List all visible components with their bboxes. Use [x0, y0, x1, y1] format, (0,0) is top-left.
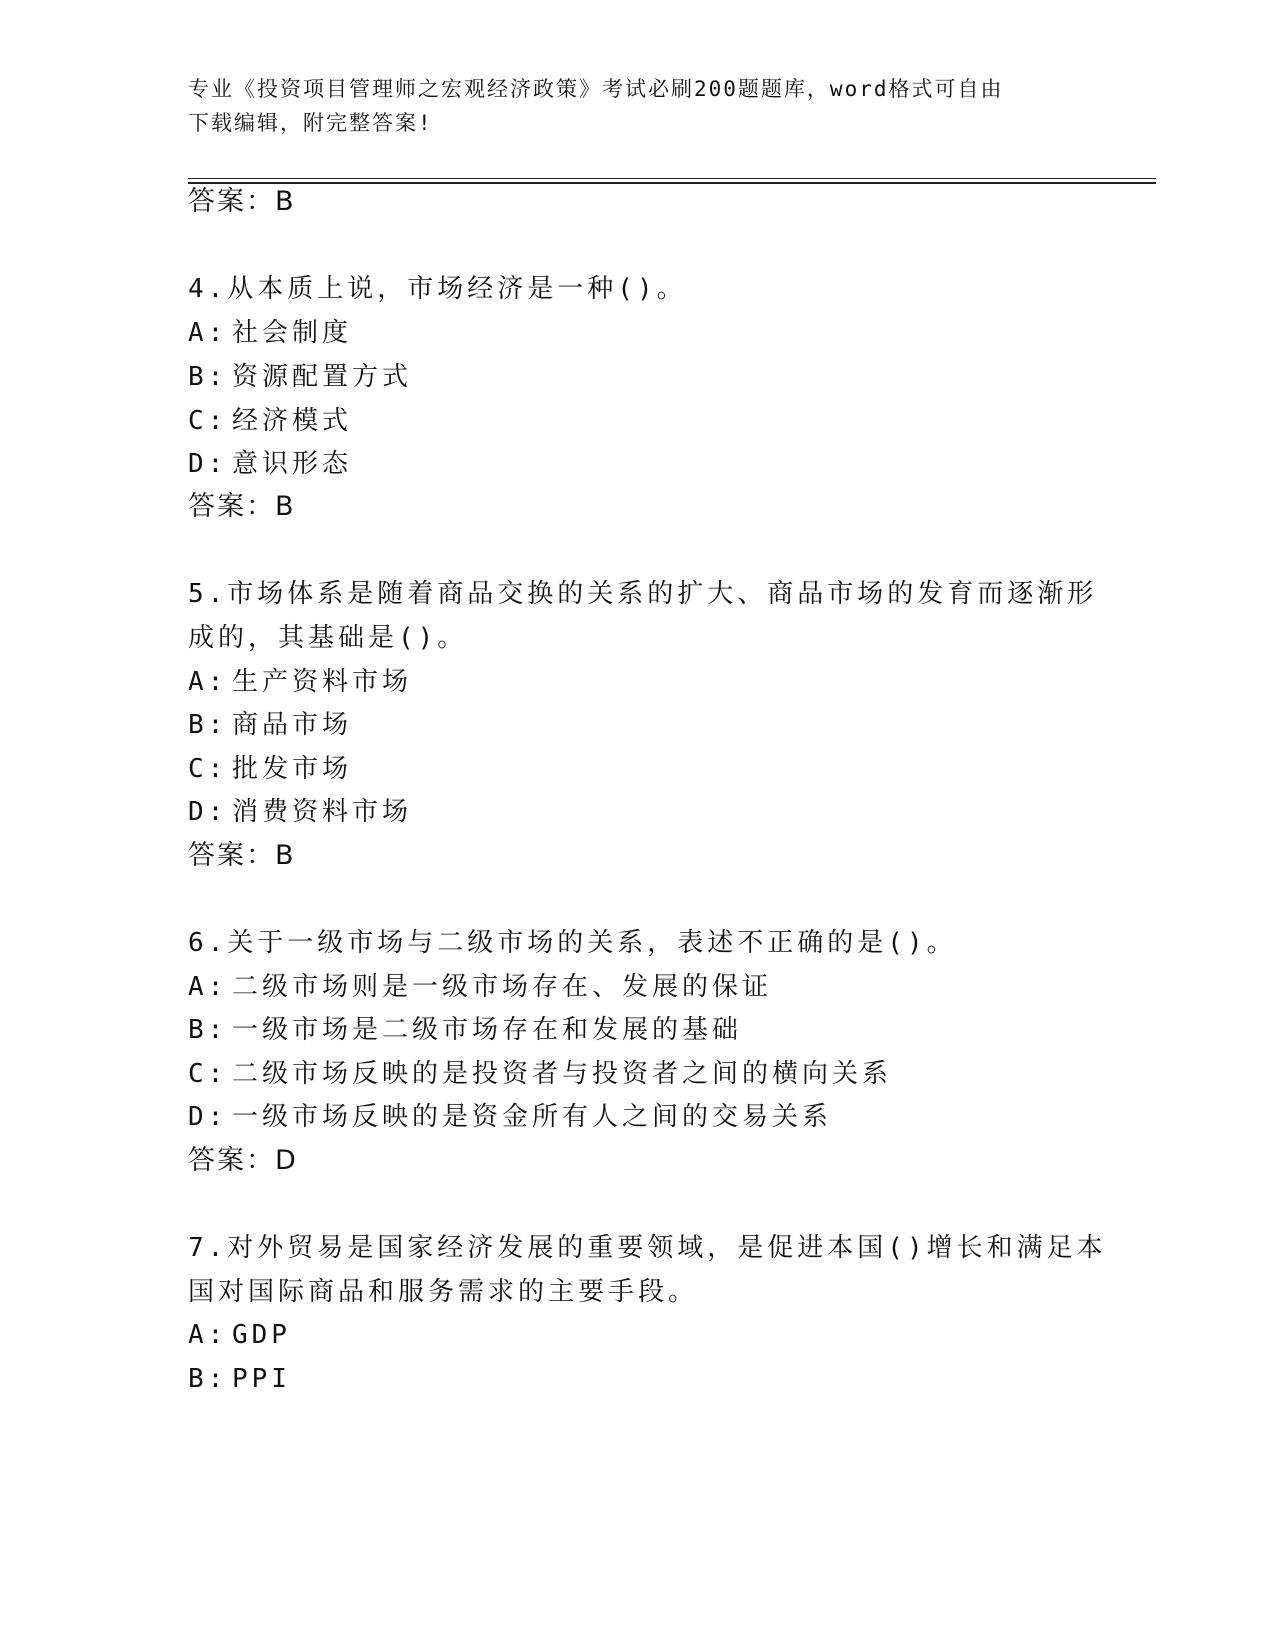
option-text: 二级市场反映的是投资者与投资者之间的横向关系 [232, 1059, 893, 1089]
option-text: 商品市场 [232, 710, 353, 740]
option-label: A: [188, 1320, 228, 1350]
option-label: C: [188, 406, 228, 436]
option-label: B: [188, 1015, 228, 1045]
question-4-option-b [188, 361, 412, 393]
header-title-line-2: 下载编辑，附完整答案! [188, 111, 433, 135]
document-header [188, 72, 1068, 140]
option-text: 社会制度 [232, 318, 353, 348]
option-label: A: [188, 972, 228, 1002]
option-text: PPI [232, 1364, 291, 1394]
question-6-option-d [188, 1101, 832, 1133]
header-divider-thick [188, 182, 1156, 184]
option-label: C: [188, 1059, 228, 1089]
question-7-option-a [188, 1319, 291, 1351]
option-text: 经济模式 [232, 406, 353, 436]
option-label: C: [188, 754, 228, 784]
question-6-option-c [188, 1058, 892, 1090]
question-4-option-a [188, 317, 352, 349]
question-6-stem: 6.关于一级市场与二级市场的关系，表述不正确的是()。 [188, 928, 957, 958]
header-divider-thin [188, 178, 1156, 179]
option-label: D: [188, 1102, 228, 1132]
question-5-option-a [188, 666, 412, 698]
question-5-option-c [188, 753, 352, 785]
question-7-option-b [188, 1363, 291, 1395]
question-4-option-c [188, 405, 352, 437]
option-label: B: [188, 362, 228, 392]
option-label: D: [188, 449, 228, 479]
option-text: 二级市场则是一级市场存在、发展的保证 [232, 972, 773, 1002]
option-text: GDP [232, 1320, 291, 1350]
question-5-stem-line-2: 成的，其基础是()。 [188, 623, 468, 653]
question-5-stem-line-1: 5.市场体系是随着商品交换的关系的扩大、商品市场的发育而逐渐形 [188, 579, 1098, 609]
question-5-option-d [188, 796, 412, 828]
option-text: 生产资料市场 [232, 667, 413, 697]
option-text: 批发市场 [232, 754, 353, 784]
option-text: 一级市场反映的是资金所有人之间的交易关系 [232, 1102, 833, 1132]
option-label: A: [188, 667, 228, 697]
header-title-line-1: 专业《投资项目管理师之宏观经济政策》考试必刷200题题库，word格式可自由 [188, 77, 1004, 101]
option-label: B: [188, 1364, 228, 1394]
option-text: 一级市场是二级市场存在和发展的基础 [232, 1015, 743, 1045]
question-7-stem-line-2: 国对国际商品和服务需求的主要手段。 [188, 1277, 699, 1307]
option-text: 消费资料市场 [232, 797, 413, 827]
question-5-answer: 答案：B [188, 840, 296, 871]
option-label: A: [188, 318, 228, 348]
question-4-stem: 4.从本质上说，市场经济是一种()。 [188, 274, 687, 304]
option-text: 资源配置方式 [232, 362, 413, 392]
answer-line-q3: 答案：B [188, 186, 296, 217]
option-label: B: [188, 710, 228, 740]
question-4-answer: 答案：B [188, 491, 296, 522]
question-7-stem-line-1: 7.对外贸易是国家经济发展的重要领域，是促进本国()增长和满足本 [188, 1233, 1107, 1263]
option-label: D: [188, 797, 228, 827]
question-5-option-b [188, 709, 352, 741]
question-6-option-a [188, 971, 772, 1003]
question-4-option-d [188, 448, 352, 480]
question-6-option-b [188, 1014, 742, 1046]
question-6-answer: 答案：D [188, 1145, 298, 1176]
option-text: 意识形态 [232, 449, 353, 479]
